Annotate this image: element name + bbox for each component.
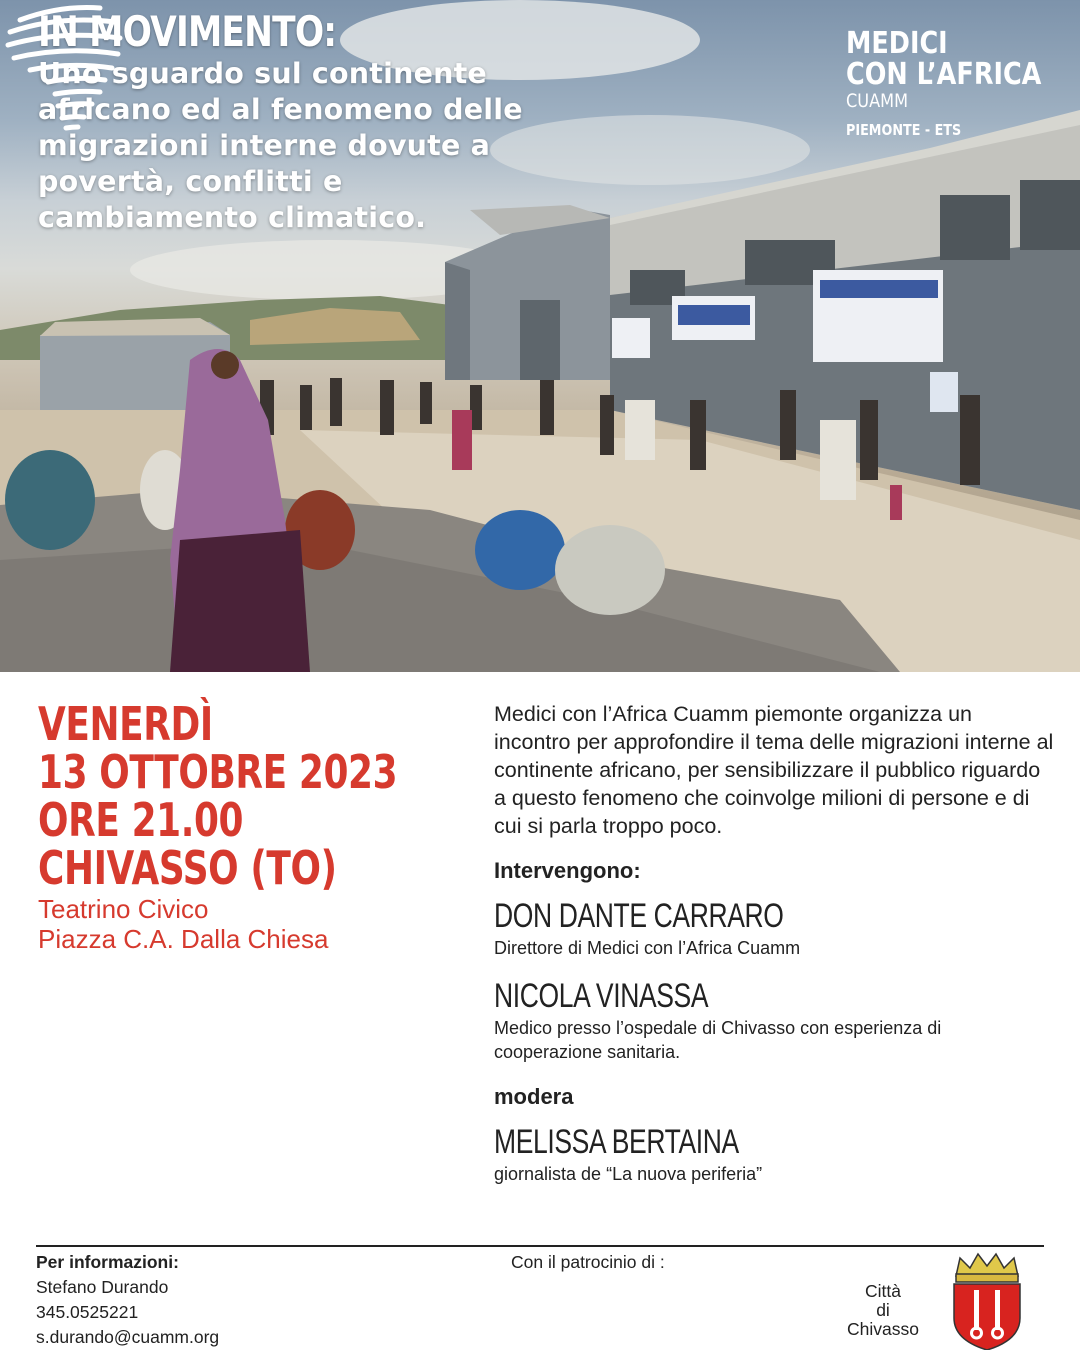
event-date: 13 OTTOBRE 2023 — [38, 745, 398, 799]
moderator-role: giornalista de “La nuova periferia” — [494, 1164, 763, 1184]
speaker-name: DON DANTE CARRARO — [494, 897, 784, 935]
contact-label: Per informazioni: — [36, 1252, 179, 1272]
contact-name: Stefano Durando — [36, 1277, 169, 1297]
moderator-name: MELISSA BERTAINA — [494, 1123, 739, 1161]
event-time: ORE 21.00 — [38, 793, 244, 847]
footer-divider — [36, 1245, 1044, 1247]
logo-line-4: PIEMONTE - ETS — [846, 121, 962, 139]
city-crest-icon — [948, 1248, 1026, 1350]
contact-phone[interactable]: 345.0525221 — [36, 1302, 139, 1322]
city-line: Chivasso — [847, 1319, 919, 1339]
event-city: CHIVASSO (TO) — [38, 841, 337, 895]
contact-info — [36, 1250, 219, 1350]
city-line: Città — [865, 1281, 901, 1301]
event-address: Piazza C.A. Dalla Chiesa — [38, 924, 329, 954]
event-subtitle: Uno sguardo sul continente africano ed al fenomeno delle migrazioni interne dovute a povertà, conflitti e cambiamento climatico. — [38, 57, 523, 234]
speakers-label: Intervengono: — [494, 858, 641, 883]
event-info — [494, 700, 1054, 1186]
patronage-label: Con il patrocinio di : — [511, 1252, 665, 1272]
organization-logo — [846, 28, 1076, 140]
moderator-label: modera — [494, 1084, 574, 1109]
city-name — [840, 1282, 926, 1339]
event-day: VENERDÌ — [38, 697, 213, 751]
hero-photo — [0, 0, 1080, 672]
speaker-role: Direttore di Medici con l’Africa Cuamm — [494, 938, 801, 958]
event-venue: Teatrino Civico — [38, 894, 209, 924]
event-description: Medici con l’Africa Cuamm piemonte organizza un incontro per approfondire il tema delle migrazioni interne al continente africano, per sensibilizzare il pubblico riguardo a questo fenomeno che coinvolge milioni di persone e di cui si parla troppo poco. — [494, 702, 1054, 838]
speaker-name: NICOLA VINASSA — [494, 977, 709, 1015]
contact-email[interactable]: s.durando@cuamm.org — [36, 1327, 220, 1347]
event-details — [38, 697, 499, 954]
city-line: di — [876, 1300, 890, 1320]
speaker-role: Medico presso l’ospedale di Chivasso con esperienza di cooperazione sanitaria. — [494, 1018, 942, 1062]
logo-line-2: CON L’AFRICA — [846, 57, 1042, 92]
event-title: IN MOVIMENTO: — [38, 7, 337, 56]
logo-line-3: CUAMM — [846, 90, 909, 112]
logo-line-1: MEDICI — [846, 26, 948, 61]
africa-logo-icon — [0, 0, 340, 140]
